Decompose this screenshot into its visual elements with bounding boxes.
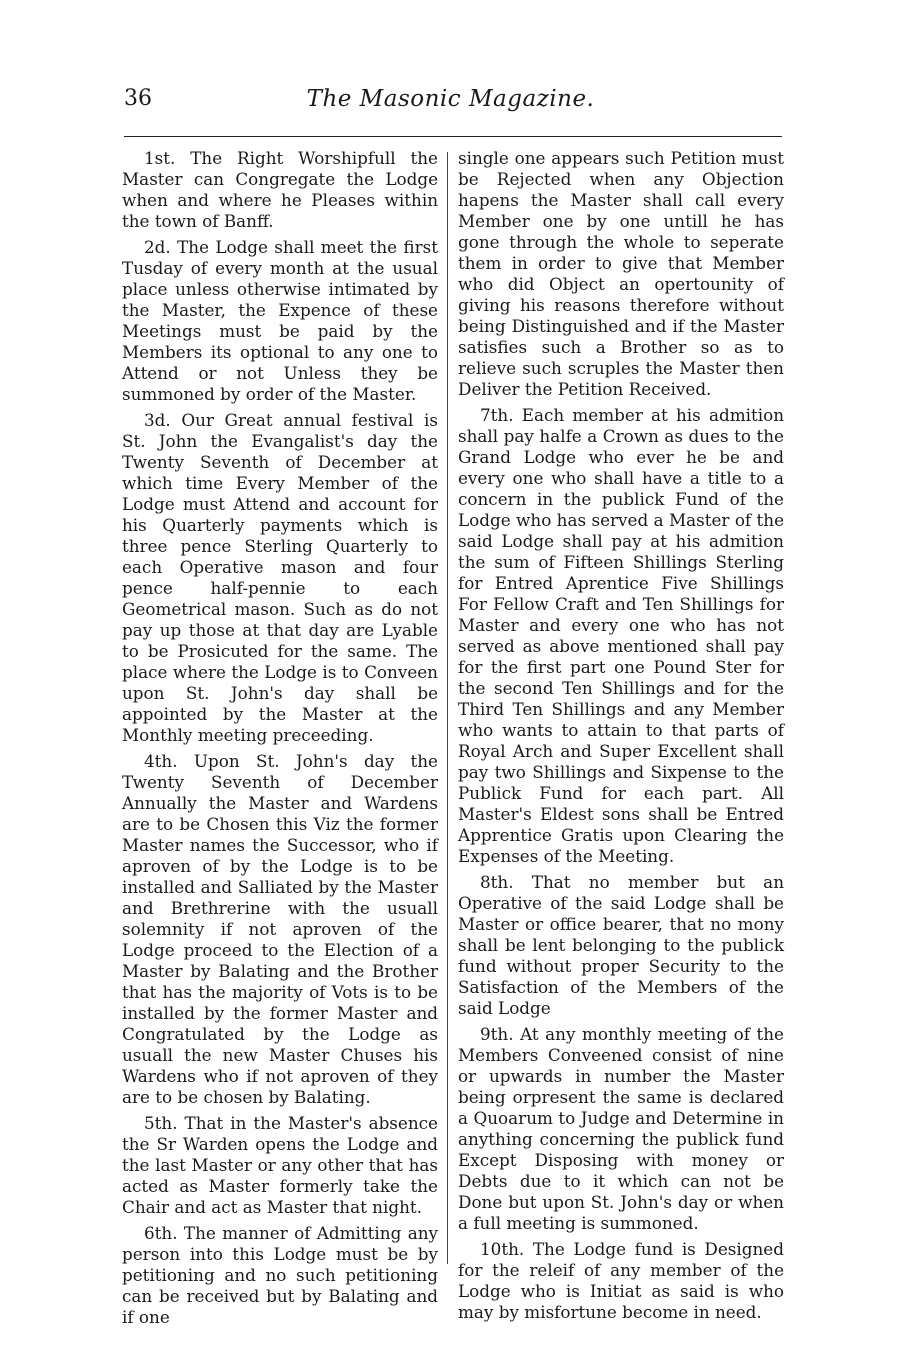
column-divider xyxy=(447,152,448,1264)
paragraph-rule-4: 4th. Upon St. John's day the Twenty Seventh of December Annually the Master and Wardens are to be Chosen this Viz the former Master names the Successor, who if aproven of by the Lodge is to be installed and Salliated by the Master and Brethrerine with the usuall solemnity if not aproven of the Lodge proceed to the Election of a Master by Balating and the Brother that has the majority of Vots is to be installed by the former Master and Congratulated by the Lodge as usuall the new Master Chuses his Wardens who if not aproven of they are to be chosen by Balating. xyxy=(122,751,438,1107)
paragraph-rule-9: 9th. At any monthly meeting of the Members Conveened consist of nine or upwards in number the Master being orpresent the same is declared a Quoarum to Judge and Determine in anything concerning the publick fund Except Disposing with money or Debts due to it which can not be Done but upon St. John's day or when a full meeting is summoned. xyxy=(458,1024,784,1233)
right-column xyxy=(458,148,784,1328)
paragraph-rule-6: 6th. The manner of Admitting any person into this Lodge must be by petitioning and no such petitioning can be received but by Balating and if one xyxy=(122,1223,438,1327)
paragraph-rule-10: 10th. The Lodge fund is Designed for the releif of any member of the Lodge who is Initiat as said is who may by misfortune become in need. xyxy=(458,1239,784,1322)
paragraph-rule-3: 3d. Our Great annual festival is St. John the Evangalist's day the Twenty Seventh of December at which time Every Member of the Lodge must Attend and account for his Quarterly payments which is three pence Sterling Quarterly to each Operative mason and four pence half-pennie to each Geometrical mason. Such as do not pay up those at that day are Lyable to be Prosicuted for the same. The place where the Lodge is to Conveen upon St. John's day shall be appointed by the Master at the Monthly meeting preceeding. xyxy=(122,410,438,745)
paragraph-rule-2: 2d. The Lodge shall meet the first Tusday of every month at the usual place unless otherwise intimated by the Master, the Expence of these Meetings must be paid by the Members its optional to any one to Attend or not Unless they be summoned by order of the Master. xyxy=(122,237,438,404)
paragraph-rule-5: 5th. That in the Master's absence the Sr Warden opens the Lodge and the last Master or any other that has acted as Master formerly take the Chair and act as Master that night. xyxy=(122,1113,438,1217)
paragraph-rule-6-continued: single one appears such Petition must be Rejected when any Objection hapens the Master shall call every Member one by one untill he has gone through the whole to seperate them in order to give that Member who did Object an opertounity of giving his reasons therefore without being Distinguished and if the Master satisfies such a Brother so as to relieve such scruples the Master then Deliver the Petition Received. xyxy=(458,148,784,399)
header-rule xyxy=(124,136,782,137)
page-number: 36 xyxy=(124,86,152,111)
paragraph-rule-1: 1st. The Right Worshipfull the Master can Congregate the Lodge when and where he Pleases within the town of Banff. xyxy=(122,148,438,231)
running-title: The Masonic Magazine. xyxy=(306,86,595,112)
paragraph-rule-8: 8th. That no member but an Operative of the said Lodge shall be Master or office bearer, that no mony shall be lent belonging to the publick fund without proper Security to the Satisfaction of the Members of the said Lodge xyxy=(458,872,784,1018)
left-column xyxy=(122,148,438,1333)
paragraph-rule-7: 7th. Each member at his admition shall pay halfe a Crown as dues to the Grand Lodge who ever he be and every one who shall have a title to a concern in the publick Fund of the Lodge who has served a Master of the said Lodge shall pay at his admition the sum of Fifteen Shillings Sterling for Entred Aprentice Five Shillings For Fellow Craft and Ten Shillings for Master and every one who has not served as above mentioned shall pay for the first part one Pound Ster for the second Ten Shillings and for the Third Ten Shillings and any Member who wants to attain to that parts of Royal Arch and Super Excellent shall pay two Shillings and Sixpense to the Publick Fund for each part. All Master's Eldest sons shall be Entred Apprentice Gratis upon Clearing the Expenses of the Meeting. xyxy=(458,405,784,866)
